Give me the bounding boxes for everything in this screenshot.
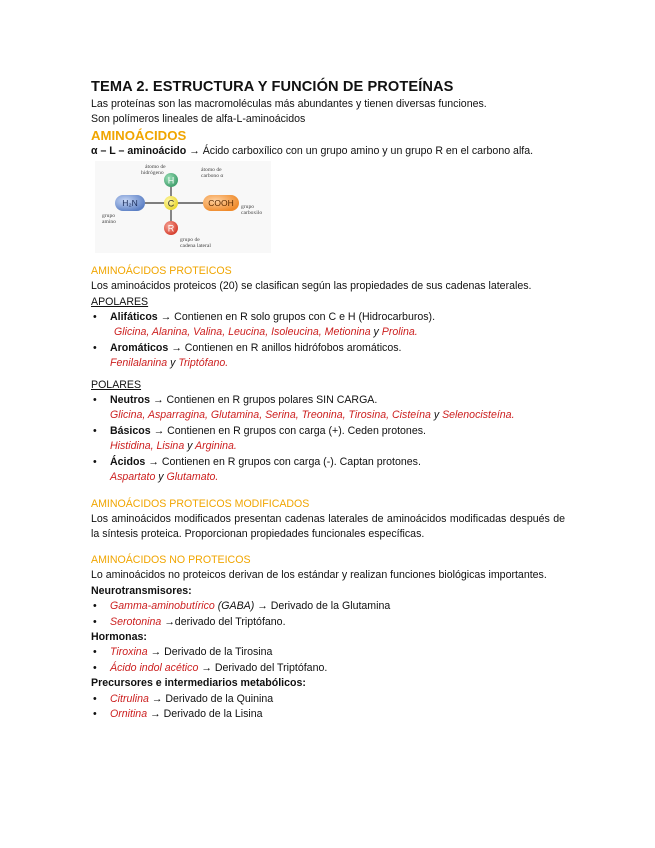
r-caption-2: cadena lateral <box>180 243 211 250</box>
carbon-caption-2: carbono α <box>201 173 224 180</box>
compound-extra: (GABA) <box>214 600 255 613</box>
bullet-icon: • <box>93 661 97 674</box>
precursores-list <box>91 692 565 723</box>
proteicos-intro: Los aminoácidos proteicos (20) se clasifican según las propiedades de sus cadenas laterales. <box>91 280 532 293</box>
intro-line-1: Las proteínas son las macromoléculas más abundantes y tienen diversas funciones. <box>91 98 487 110</box>
apolares-list <box>91 310 565 372</box>
example: Leucina <box>228 326 266 339</box>
example: Lisina <box>156 440 185 453</box>
example: Glicina <box>114 326 147 339</box>
arrow-icon: → <box>150 424 168 437</box>
example: Glutamato <box>166 471 216 484</box>
arrow-icon: → <box>147 646 165 659</box>
bullet-icon: • <box>93 692 97 705</box>
example: Alanina <box>151 326 188 339</box>
alpha-term: α – L – aminoácido <box>91 144 187 157</box>
example: Cisteína <box>392 409 431 422</box>
bullet-icon: • <box>93 424 97 437</box>
compound-desc: Derivado de la Glutamina <box>270 600 391 613</box>
compound-desc: Derivado de la Lisina <box>163 707 263 720</box>
heading-proteicos: AMINOÁCIDOS PROTEICOS <box>91 265 232 278</box>
document-page <box>91 78 565 722</box>
carboxyl-caption-2: carboxilo <box>241 210 263 217</box>
page-title: TEMA 2. ESTRUCTURA Y FUNCIÓN DE PROTEÍNAS <box>91 79 454 95</box>
example: Valina <box>193 326 223 339</box>
neurotransmisores-list <box>91 599 565 630</box>
compound-name: Serotonina <box>110 615 162 628</box>
list-item <box>91 599 565 614</box>
group-label-hormonas: Hormonas: <box>91 630 147 643</box>
hydrogen-caption-2: hidrógeno <box>141 170 164 177</box>
category-desc: Contienen en R grupos con carga (-). Captan protones. <box>161 455 421 468</box>
examples-neutros: Glicina, Asparragina, Glutamina, Serina, Treonina, Tirosina, Cisteína y Selenocisteína. <box>110 409 515 422</box>
compound-desc: Derivado de la Quinina <box>165 692 274 705</box>
example: Arginina <box>195 440 234 453</box>
r-caption-1: grupo de <box>180 237 200 244</box>
category-term: Alifáticos <box>110 311 158 324</box>
example: Selenocisteína <box>442 409 512 422</box>
examples-acidos: Aspartato y Glutamato. <box>110 471 219 484</box>
bullet-icon: • <box>93 311 97 324</box>
arrow-icon: → <box>145 455 162 468</box>
example: Treonina <box>301 409 343 422</box>
arrow-icon: → <box>147 707 164 720</box>
example: Glutamina <box>210 409 260 422</box>
compound-name: Ácido indol acético <box>110 661 199 674</box>
examples-alifaticos: Glicina, Alanina, Valina, Leucina, Isoleucina, Metionina y Prolina. <box>114 326 418 339</box>
amino-group-label: H₂N <box>122 198 138 209</box>
example: Tirosina <box>348 409 387 422</box>
category-term: Neutros <box>110 394 151 407</box>
hormonas-list <box>91 645 565 676</box>
example: Aspartato <box>110 471 156 484</box>
list-item <box>91 645 565 660</box>
bullet-icon: • <box>93 646 97 659</box>
list-item <box>91 615 565 630</box>
example: Asparragina <box>147 409 206 422</box>
category-desc: Contienen en R grupos polares SIN CARGA. <box>166 394 378 407</box>
category-term: Ácidos <box>110 455 146 468</box>
group-label-neurotransmisores: Neurotransmisores: <box>91 584 192 597</box>
category-desc: Contienen en R anillos hidrófobos aromáticos. <box>184 341 402 354</box>
bullet-icon: • <box>93 394 97 407</box>
list-item-acidos <box>91 455 565 486</box>
r-group-label: R <box>167 223 175 234</box>
arrow-icon: → <box>168 341 185 354</box>
apolares-label: APOLARES <box>91 295 149 308</box>
example: Metionina <box>324 326 371 339</box>
compound-name: Tiroxina <box>110 646 148 659</box>
examples-basicos: Histidina, Lisina y Arginina. <box>110 440 237 453</box>
example: Triptófano <box>178 357 226 370</box>
example: Isoleucina <box>271 326 319 339</box>
list-item-aromaticos <box>91 341 565 372</box>
arrow-icon: → <box>157 311 175 324</box>
alpha-desc: Ácido carboxílico con un grupo amino y un grupo R en el carbono alfa. <box>202 144 534 157</box>
bullet-icon: • <box>93 707 97 720</box>
compound-desc: Derivado del Triptófano. <box>214 661 328 674</box>
arrow-icon: → <box>198 661 215 674</box>
examples-aromaticos: Fenilalanina y Triptófano. <box>110 357 229 370</box>
group-label-precursores: Precursores e intermediarios metabólicos: <box>91 677 306 690</box>
list-item-alifaticos <box>91 310 565 341</box>
compound-desc: Derivado de la Tirosina <box>164 646 273 659</box>
heading-modificados: AMINOÁCIDOS PROTEICOS MODIFICADOS <box>91 497 310 510</box>
bullet-icon: • <box>93 455 97 468</box>
list-item-basicos <box>91 424 565 455</box>
heading-no-proteicos: AMINOÁCIDOS NO PROTEICOS <box>91 554 251 567</box>
category-term: Básicos <box>110 424 151 437</box>
aminoacid-diagram <box>95 161 271 253</box>
category-desc: Contienen en R solo grupos con C e H (Hidrocarburos). <box>174 311 436 324</box>
carbon-label: C <box>167 198 175 209</box>
compound-name: Gamma-aminobutírico <box>110 600 215 613</box>
example: Prolina <box>381 326 415 339</box>
list-item <box>91 661 565 676</box>
amino-caption-2: amino <box>102 219 116 226</box>
amino-caption-1: grupo <box>102 213 116 220</box>
example: Histidina <box>110 440 151 453</box>
alpha-definition <box>91 144 565 159</box>
aminoacid-structure-figure <box>95 161 271 253</box>
heading-aminoacidos: AMINOÁCIDOS <box>91 127 187 143</box>
category-desc: Contienen en R grupos con carga (+). Ceden protones. <box>167 424 426 437</box>
example: Fenilalanina <box>110 357 168 370</box>
carboxyl-group-label: COOH <box>208 198 234 209</box>
example: Glicina <box>110 409 143 422</box>
polares-label: POLARES <box>91 378 142 391</box>
arrow-icon: → <box>148 692 166 705</box>
list-item <box>91 692 565 707</box>
bullet-icon: • <box>93 615 97 628</box>
bullet-icon: • <box>93 600 97 613</box>
hydrogen-caption-1: átomo de <box>145 164 166 171</box>
carboxyl-caption-1: grupo <box>241 204 255 211</box>
arrow-icon: → <box>254 600 271 613</box>
carbon-caption-1: átomo de <box>201 167 222 174</box>
intro-line-2: Son polímeros lineales de alfa-L-aminoácidos <box>91 113 306 126</box>
no-proteicos-text: Lo aminoácidos no proteicos derivan de los estándar y realizan funciones biológicas importantes. <box>91 569 547 582</box>
example: Serina <box>265 409 296 422</box>
bullet-icon: • <box>93 341 97 354</box>
modificados-text: Los aminoácidos modificados presentan cadenas laterales de aminoácidos modificadas después de la síntesis proteica. Proporcionan propiedades funcionales específicas. <box>91 512 565 540</box>
arrow-icon: → <box>161 615 175 628</box>
arrow-icon: → <box>186 144 203 157</box>
list-item-neutros <box>91 393 565 424</box>
polares-list <box>91 393 565 485</box>
category-term: Aromáticos <box>110 341 169 354</box>
list-item <box>91 707 565 722</box>
compound-name: Citrulina <box>110 692 149 705</box>
hydrogen-label: H <box>167 175 175 186</box>
compound-name: Ornitina <box>110 707 148 720</box>
arrow-icon: → <box>150 394 167 407</box>
compound-desc: derivado del Triptófano. <box>174 615 286 628</box>
